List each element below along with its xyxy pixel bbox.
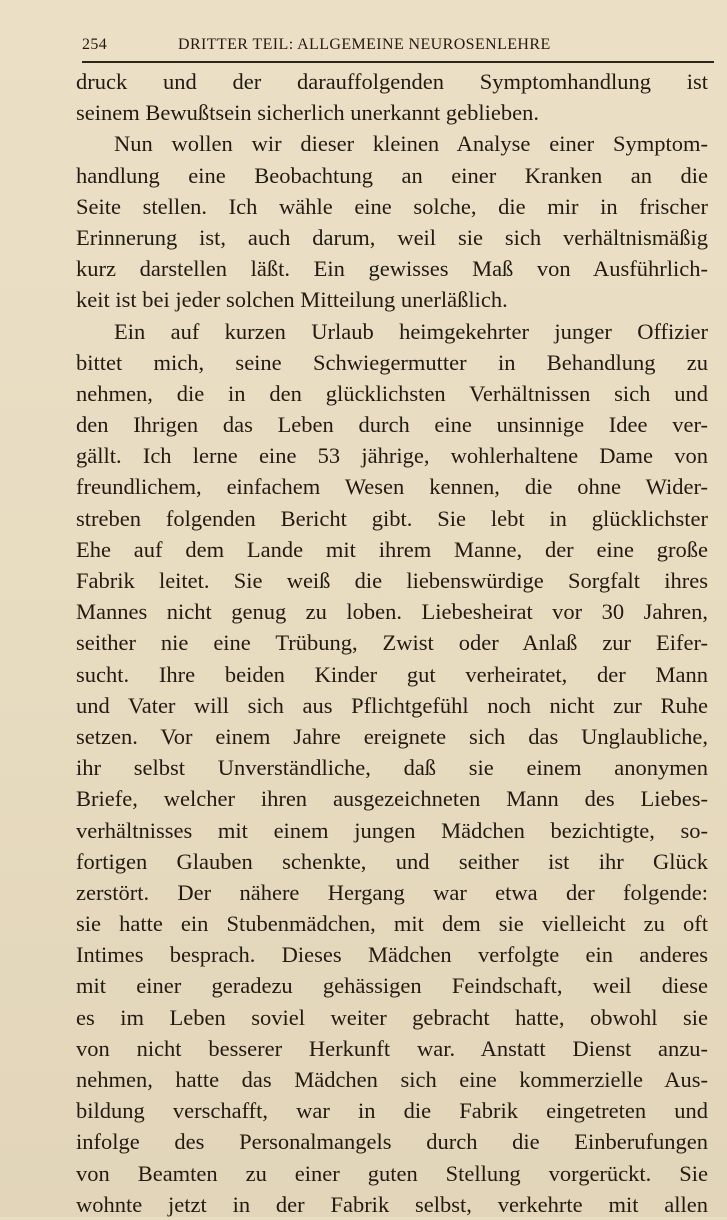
page-header — [82, 36, 714, 60]
text-line: Erinnerung ist, auch darum, weil sie sich verhältnismäßig — [76, 224, 708, 250]
text-line: seither nie eine Trübung, Zwist oder Anlaß zur Eifer- — [76, 630, 708, 656]
text-line: von nicht besserer Herkunft war. Anstatt Dienst anzu- — [76, 1035, 708, 1061]
text-line: und Vater will sich aus Pflichtgefühl noch nicht zur Ruhe — [76, 692, 708, 718]
text-line: zerstört. Der nähere Hergang war etwa der folgende: — [76, 879, 708, 905]
paragraph-first-line: Ein auf kurzen Urlaub heimgekehrter junger Offizier — [114, 318, 708, 344]
text-line: kurz darstellen läßt. Ein gewisses Maß von Ausführlich- — [76, 256, 708, 282]
text-line: sucht. Ihre beiden Kinder gut verheiratet, der Mann — [76, 661, 708, 687]
text-line: streben folgenden Bericht gibt. Sie lebt in glücklichster — [76, 505, 708, 531]
text-line: keit ist bei jeder solchen Mitteilung unerläßlich. — [76, 287, 508, 313]
text-line: den Ihrigen das Leben durch eine unsinnige Idee ver- — [76, 412, 708, 438]
text-line: setzen. Vor einem Jahre ereignete sich das Unglaubliche, — [76, 723, 708, 749]
text-line: gällt. Ich lerne eine 53 jährige, wohlerhaltene Dame von — [76, 443, 708, 469]
text-line: Intimes besprach. Dieses Mädchen verfolgte ein anderes — [76, 942, 708, 968]
text-line: Briefe, welcher ihren ausgezeichneten Mann des Liebes- — [76, 786, 708, 812]
text-line: bildung verschafft, war in die Fabrik eingetreten und — [76, 1098, 708, 1124]
text-line: von Beamten zu einer guten Stellung vorgerückt. Sie — [76, 1160, 708, 1186]
text-line: ihr selbst Unverständliche, daß sie einem anonymen — [76, 755, 708, 781]
text-line: verhältnisses mit einem jungen Mädchen bezichtigte, so- — [76, 817, 708, 843]
page-number: 254 — [82, 36, 108, 53]
text-line: sie hatte ein Stubenmädchen, mit dem sie vielleicht zu oft — [76, 911, 708, 937]
text-line: handlung eine Beobachtung an einer Kranken an die — [76, 162, 708, 188]
text-line: wohnte jetzt in der Fabrik selbst, verkehrte mit allen — [76, 1191, 708, 1217]
header-rule — [82, 61, 714, 63]
text-line: mit einer geradezu gehässigen Feindschaft, weil diese — [76, 973, 708, 999]
text-line: bittet mich, seine Schwiegermutter in Behandlung zu — [76, 349, 708, 375]
text-line: nehmen, hatte das Mädchen sich eine kommerzielle Aus- — [76, 1067, 708, 1092]
text-line: fortigen Glauben schenkte, und seither ist ihr Glück — [76, 848, 708, 874]
text-line: freundlichem, einfachem Wesen kennen, die ohne Wider- — [76, 474, 708, 500]
text-line: Ehe auf dem Lande mit ihrem Manne, der eine große — [76, 536, 708, 562]
text-line: infolge des Personalmangels durch die Einberufungen — [76, 1129, 708, 1155]
running-title: DRITTER TEIL: ALLGEMEINE NEUROSENLEHRE — [178, 36, 551, 53]
text-line: druck und der darauffolgenden Symptomhandlung ist — [76, 69, 708, 94]
text-line: seinem Bewußtsein sicherlich unerkannt geblieben. — [76, 100, 539, 126]
text-line: es im Leben soviel weiter gebracht hatte, obwohl sie — [76, 1004, 708, 1030]
text-line: nehmen, die in den glücklichsten Verhältnissen sich und — [76, 380, 708, 406]
text-line: Seite stellen. Ich wähle eine solche, die mir in frischer — [76, 193, 708, 219]
text-line: Fabrik leitet. Sie weiß die liebenswürdige Sorgfalt ihres — [76, 568, 708, 593]
paragraph-first-line: Nun wollen wir dieser kleinen Analyse einer Symptom- — [114, 131, 708, 157]
text-line: Mannes nicht genug zu loben. Liebesheirat vor 30 Jahren, — [76, 599, 708, 625]
body-text — [76, 66, 708, 1220]
